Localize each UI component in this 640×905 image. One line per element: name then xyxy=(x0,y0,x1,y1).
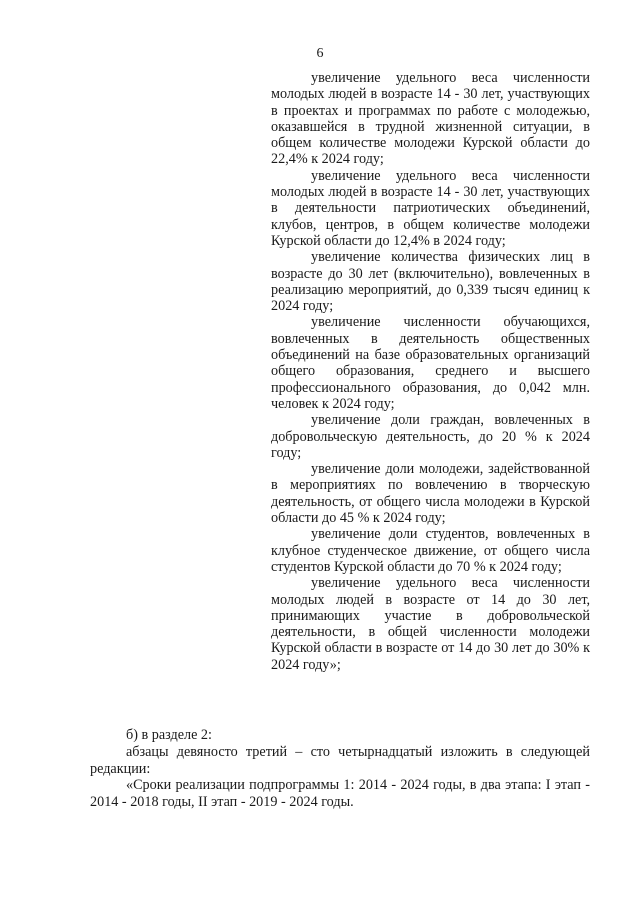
amendment-text: «Сроки реализации подпрограммы 1: 2014 - 2024 годы, в два этапа: I этап - 2014 - 2018 годы, II этап - 2019 - 2024 годы. xyxy=(90,777,590,811)
target-indicator-3: увеличение количества физических лиц в возрасте до 30 лет (включительно), вовлеченных в реализацию мероприятий, до 0,339 тысяч единиц к 2024 году; xyxy=(271,249,590,315)
target-indicator-4: увеличение численности обучающихся, вовлеченных в деятельность общественных объединений на базе образовательных организаций общего образования, среднего и высшего профессионального образования, до 0,042 млн. человек к 2024 году; xyxy=(271,314,590,412)
section-b-heading: б) в разделе 2: xyxy=(126,727,212,743)
page-number: 6 xyxy=(316,46,324,61)
target-indicator-8: увеличение удельного веса численности молодых людей в возрасте от 14 до 30 лет, принимающих участие в добровольческой деятельности, в общей численности молодежи Курской области в возрасте от 14 до 30 лет до 30% к 2024 году»; xyxy=(271,575,590,673)
target-indicator-1: увеличение удельного веса численности молодых людей в возрасте 14 - 30 лет, участвующих в проектах и программах по работе с молодежью, оказавшейся в трудной жизненной ситуации, в общем количестве молодежи Курской области до 22,4% к 2024 году; xyxy=(271,70,590,168)
right-column-text xyxy=(271,70,590,673)
paragraphs-instruction: абзацы девяносто третий – сто четырнадцатый изложить в следующей редакции: xyxy=(90,743,590,777)
target-indicator-2: увеличение удельного веса численности молодых людей в возрасте 14 - 30 лет, участвующих в деятельности патриотических объединений, клубов, центров, в общем количестве молодежи Курской области до 12,4% в 2024 году; xyxy=(271,167,590,249)
target-indicator-7: увеличение доли студентов, вовлеченных в клубное студенческое движение, от общего числа студентов Курской области до 70 % к 2024 году; xyxy=(271,526,590,575)
main-body-text xyxy=(90,727,590,811)
target-indicator-6: увеличение доли молодежи, задействованной в мероприятиях по вовлечению в творческую деятельность, от общего числа молодежи в Курской области до 45 % к 2024 году; xyxy=(271,461,590,527)
target-indicator-5: увеличение доли граждан, вовлеченных в добровольческую деятельность, до 20 % к 2024 году; xyxy=(271,412,590,461)
